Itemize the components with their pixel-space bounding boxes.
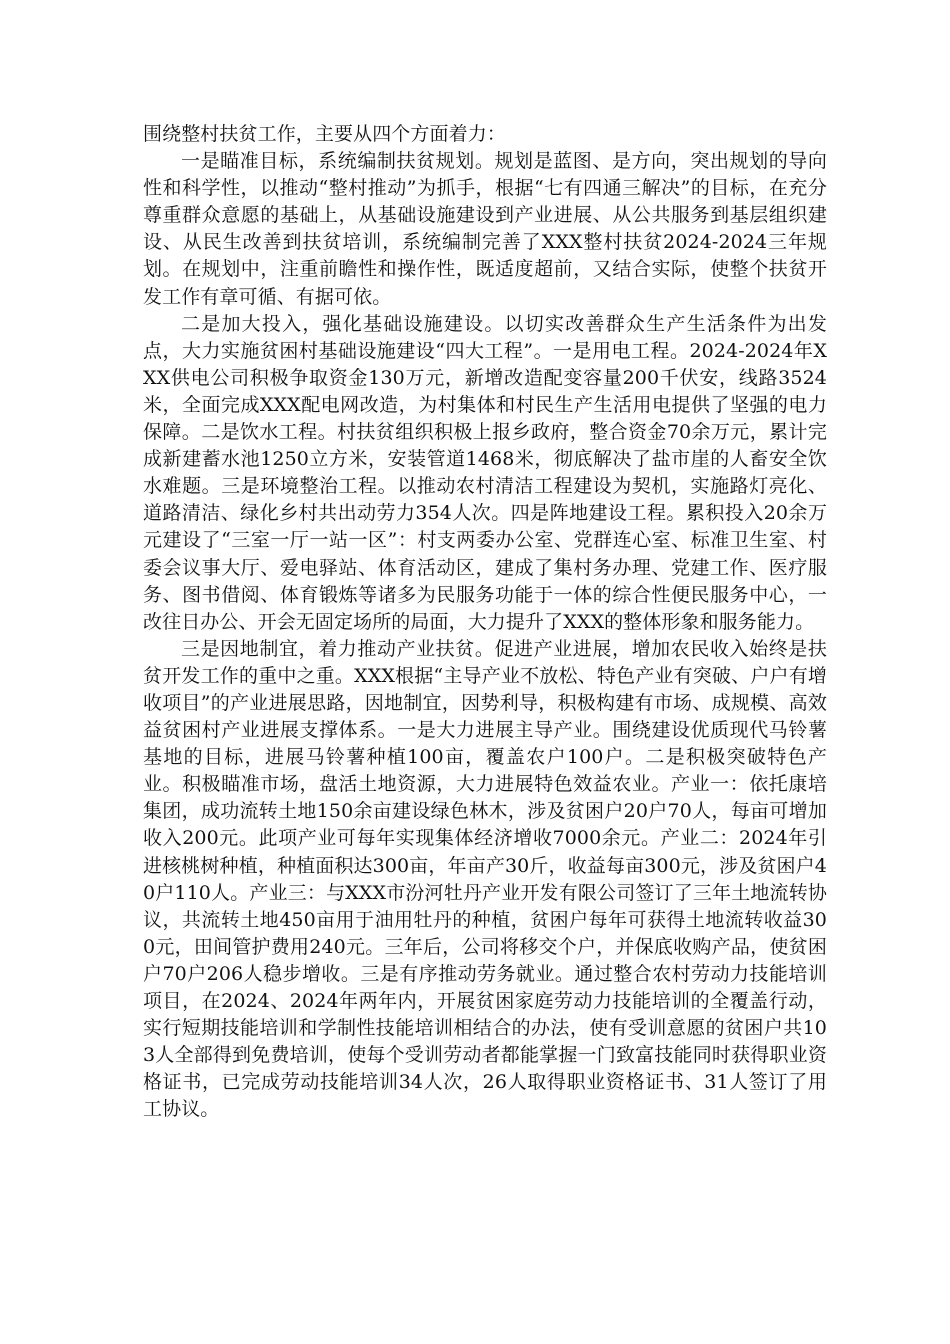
- paragraph-infrastructure: 二是加大投入，强化基础设施建设。以切实改善群众生产生活条件为出发点，大力实施贫困村基础设施建设“四大工程”。一是用电工程。2024-2024年XXX供电公司积极争取资金130万元，新增改造配变容量200千伏安，线路3524米，全面完成XXX配电网改造，为村集体和村民生产生活用电提供了坚强的电力保障。二是饮水工程。村扶贫组织积极上报乡政府，整合资金70余万元，累计完成新建蓄水池1250立方米，安装管道1468米，彻底解决了盐市崖的人畜安全饮水难题。三是环境整治工程。以推动农村清洁工程建设为契机，实施路灯亮化、道路清洁、绿化乡村共出动劳力354人次。四是阵地建设工程。累积投入20余万元建设了“三室一厅一站一区”：村支两委办公室、党群连心室、标准卫生室、村委会议事大厅、爱电驿站、体育活动区，建成了集村务办理、党建工作、医疗服务、图书借阅、体育锻炼等诸多为民服务功能于一体的综合性便民服务中心，一改往日办公、开会无固定场所的局面，大力提升了XXX的整体形象和服务能力。: [143, 312, 827, 633]
- paragraph-planning: 一是瞄准目标，系统编制扶贫规划。规划是蓝图、是方向，突出规划的导向性和科学性，以推动“整村推动”为抓手，根据“七有四通三解决”的目标，在充分尊重群众意愿的基础上，从基础设施建设到产业进展、从公共服务到基层组织建设、从民生改善到扶贫培训，系统编制完善了XXX整村扶贫2024-2024三年规划。在规划中，注重前瞻性和操作性，既适度超前，又结合实际，使整个扶贫开发工作有章可循、有据可依。: [143, 150, 827, 308]
- document-body: [143, 121, 827, 1123]
- paragraph-industry: 三是因地制宜，着力推动产业扶贫。促进产业进展，增加农民收入始终是扶贫开发工作的重中之重。XXX根据“主导产业不放松、特色产业有突破、户户有增收项目”的产业进展思路，因地制宜，因势利导，积极构建有市场、成规模、高效益贫困村产业进展支撑体系。一是大力进展主导产业。围绕建设优质现代马铃薯基地的目标，进展马铃薯种植100亩，覆盖农户100户。二是积极突破特色产业。积极瞄准市场，盘活土地资源，大力进展特色效益农业。产业一：依托康培集团，成功流转土地150余亩建设绿色林木，涉及贫困户20户70人，每亩可增加收入200元。此项产业可每年实现集体经济增收7000余元。产业二：2024年引进核桃树种植，种植面积达300亩，年亩产30斤，收益每亩300元，涉及贫困户40户110人。产业三：与XXX市汾河牡丹产业开发有限公司签订了三年土地流转协议，共流转土地450亩用于油用牡丹的种植，贫困户每年可获得土地流转收益300元，田间管护费用240元。三年后，公司将移交个户，并保底收购产品，使贫困户70户206人稳步增收。三是有序推动劳务就业。通过整合农村劳动力技能培训项目，在2024、2024年两年内，开展贫困家庭劳动力技能培训的全覆盖行动，实行短期技能培训和学制性技能培训相结合的办法，使有受训意愿的贫困户共103人全部得到免费培训，使每个受训劳动者都能掌握一门致富技能同时获得职业资格证书，已完成劳动技能培训34人次，26人取得职业资格证书、31人签订了用工协议。: [143, 637, 827, 1121]
- paragraph-intro: 围绕整村扶贫工作，主要从四个方面着力：: [143, 123, 506, 145]
